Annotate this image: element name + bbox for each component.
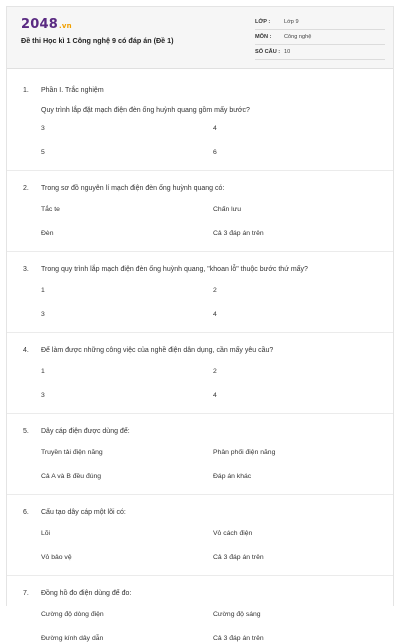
answer-option-c[interactable]: 3 xyxy=(41,311,45,318)
question-text: Trong sơ đồ nguyên lí mạch điện đèn ống huỳnh quang có: xyxy=(41,184,225,192)
answer-option-b[interactable]: 2 xyxy=(213,287,217,294)
answer-option-a[interactable]: 1 xyxy=(41,368,45,375)
answer-option-a[interactable]: 3 xyxy=(41,125,45,132)
question-number: 1. xyxy=(23,86,29,94)
divider xyxy=(7,251,393,252)
answer-option-c[interactable]: 3 xyxy=(41,392,45,399)
meta-key: MÔN : xyxy=(255,34,272,40)
answer-option-a[interactable]: Cường độ dòng điện xyxy=(41,611,104,618)
answer-option-d[interactable]: Đáp án khác xyxy=(213,473,252,480)
divider xyxy=(7,494,393,495)
exam-header xyxy=(7,7,393,69)
answer-option-b[interactable]: 4 xyxy=(213,125,217,132)
question-3 xyxy=(7,262,393,320)
meta-key: LỚP : xyxy=(255,19,271,25)
question-1 xyxy=(7,83,393,158)
answer-option-d[interactable]: Cả 3 đáp án trên xyxy=(213,635,264,642)
answer-options xyxy=(7,367,393,401)
answer-options xyxy=(7,205,393,239)
question-text: Phần I. Trắc nghiệm xyxy=(41,86,104,94)
meta-row-class xyxy=(255,15,385,30)
answer-options xyxy=(7,286,393,320)
answer-option-a[interactable]: Tắc te xyxy=(41,206,60,213)
question-number: 5. xyxy=(23,427,29,435)
question-number: 7. xyxy=(23,589,29,597)
answer-option-a[interactable]: 1 xyxy=(41,287,45,294)
answer-option-b[interactable]: Phân phối điện năng xyxy=(213,449,276,456)
site-logo[interactable] xyxy=(21,17,72,32)
answer-option-d[interactable]: 4 xyxy=(213,311,217,318)
question-list xyxy=(7,69,393,644)
answer-option-c[interactable]: Đường kính dây dẫn xyxy=(41,635,104,642)
answer-option-c[interactable]: Vỏ bảo vệ xyxy=(41,554,72,561)
question-subtext: Quy trình lắp đặt mạch điện đèn ống huỳnh quang gồm mấy bước? xyxy=(41,107,250,114)
exam-meta xyxy=(255,15,385,60)
question-number: 2. xyxy=(23,184,29,192)
exam-page xyxy=(6,6,394,642)
answer-option-c[interactable]: Cả A và B đều đúng xyxy=(41,473,102,480)
meta-row-subject xyxy=(255,30,385,45)
question-7 xyxy=(7,586,393,644)
question-text: Đồng hồ đo điện dùng để đo: xyxy=(41,589,132,597)
question-text: Để làm được những công việc của nghề điện dân dụng, cần mấy yêu cầu? xyxy=(41,346,274,354)
meta-value: 10 xyxy=(284,49,291,55)
meta-value: Lớp 9 xyxy=(284,19,299,25)
meta-row-count xyxy=(255,45,385,60)
answer-option-a[interactable]: Truyền tải điện năng xyxy=(41,449,103,456)
exam-title: Đề thi Học kì 1 Công nghệ 9 có đáp án (Đề 1) xyxy=(21,36,174,45)
question-number: 3. xyxy=(23,265,29,273)
answer-option-c[interactable]: Đèn xyxy=(41,230,54,237)
divider xyxy=(7,575,393,576)
logo-main: 2048 xyxy=(21,17,58,32)
divider xyxy=(7,332,393,333)
question-2 xyxy=(7,181,393,239)
answer-options xyxy=(7,529,393,563)
question-6 xyxy=(7,505,393,563)
logo-suffix: .vn xyxy=(58,22,72,30)
answer-options xyxy=(7,610,393,644)
answer-option-c[interactable]: 5 xyxy=(41,149,45,156)
answer-option-d[interactable]: 6 xyxy=(213,149,217,156)
question-number: 4. xyxy=(23,346,29,354)
meta-value: Công nghệ xyxy=(284,34,312,40)
meta-key: SỐ CÂU : xyxy=(255,49,281,55)
answer-option-b[interactable]: 2 xyxy=(213,368,217,375)
divider xyxy=(7,413,393,414)
answer-options xyxy=(7,448,393,482)
answer-option-d[interactable]: Cả 3 đáp án trên xyxy=(213,554,264,561)
question-text: Dây cáp điện được dùng để: xyxy=(41,427,130,435)
divider xyxy=(7,170,393,171)
question-number: 6. xyxy=(23,508,29,516)
answer-option-b[interactable]: Chấn lưu xyxy=(213,206,241,213)
question-text: Cấu tạo dây cáp một lõi có: xyxy=(41,508,126,516)
answer-option-b[interactable]: Vỏ cách điện xyxy=(213,530,253,537)
answer-options xyxy=(7,124,393,158)
answer-option-d[interactable]: Cả 3 đáp án trên xyxy=(213,230,264,237)
question-4 xyxy=(7,343,393,401)
answer-option-a[interactable]: Lõi xyxy=(41,530,51,537)
question-5 xyxy=(7,424,393,482)
question-text: Trong quy trình lắp mạch điện đèn ống huỳnh quang, "khoan lỗ" thuộc bước thứ mấy? xyxy=(41,265,308,273)
answer-option-d[interactable]: 4 xyxy=(213,392,217,399)
answer-option-b[interactable]: Cường độ sáng xyxy=(213,611,261,618)
